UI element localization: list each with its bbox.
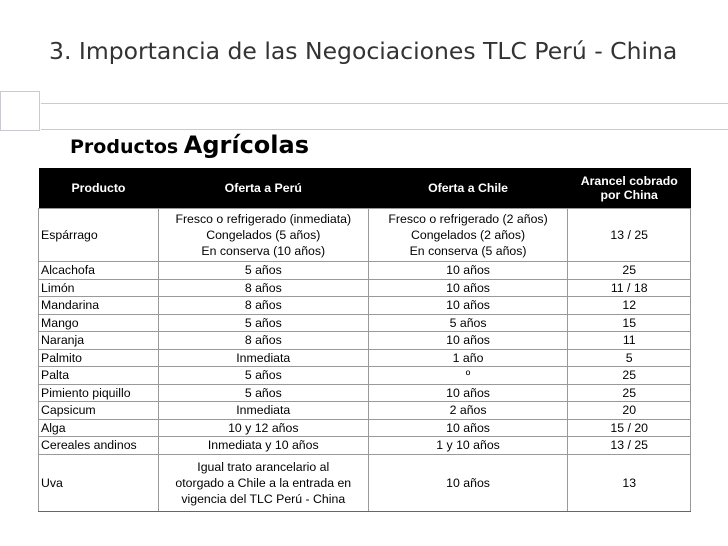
cell-oferta-chile (368, 314, 568, 332)
cell-oferta-peru-line: En conserva (10 años) (201, 244, 326, 258)
cell-oferta-peru-line: 8 años (244, 298, 282, 313)
section-subtitle (70, 131, 309, 159)
cell-oferta-peru-line: 8 años (244, 333, 282, 348)
cell-oferta-chile-line: º (465, 368, 471, 383)
subtitle-part2: Agrícolas (183, 131, 310, 159)
products-table (38, 168, 691, 512)
table-row (39, 279, 691, 297)
cell-oferta-peru (158, 454, 368, 511)
table-row (39, 454, 691, 511)
cell-oferta-chile (368, 297, 568, 315)
cell-oferta-peru-line: 10 y 12 años (228, 420, 299, 435)
cell-oferta-peru (158, 279, 368, 297)
cell-oferta-peru (158, 314, 368, 332)
decorative-line-top (41, 103, 728, 104)
cell-oferta-peru-line: Congelados (5 años) (206, 228, 321, 242)
cell-oferta-chile (368, 454, 568, 511)
table-row (39, 209, 691, 262)
cell-oferta-peru-line: Fresco o refrigerado (inmediata) (175, 212, 352, 226)
table-row (39, 332, 691, 350)
table-row (39, 419, 691, 437)
cell-oferta-peru-line: otorgado a Chile a la entrada en (175, 475, 352, 490)
cell-oferta-chile-line: 10 años (446, 420, 490, 435)
slide-title: 3. Importancia de las Negociaciones TLC Perú - China (49, 37, 678, 65)
decorative-square (0, 91, 40, 131)
cell-oferta-chile-line: 1 y 10 años (436, 438, 500, 453)
cell-arancel: 5 (568, 349, 691, 367)
cell-producto: Mandarina (39, 297, 159, 315)
cell-oferta-peru-line: 5 años (244, 368, 282, 383)
cell-oferta-peru (158, 384, 368, 402)
cell-arancel: 15 (568, 314, 691, 332)
cell-oferta-chile (368, 367, 568, 385)
cell-oferta-peru (158, 419, 368, 437)
cell-arancel: 25 (568, 367, 691, 385)
cell-arancel: 15 / 20 (568, 419, 691, 437)
cell-oferta-peru-line: vigencia del TLC Perú - China (181, 491, 346, 506)
cell-oferta-chile-line: 10 años (446, 333, 490, 348)
header-oferta-chile: Oferta a Chile (368, 168, 568, 209)
header-arancel: Arancel cobrado por China (568, 168, 691, 209)
table-row (39, 402, 691, 420)
cell-oferta-chile-line: Congelados (2 años) (410, 228, 526, 242)
cell-oferta-peru-line: Inmediata (236, 403, 291, 418)
cell-arancel: 13 / 25 (568, 437, 691, 455)
cell-oferta-chile (368, 419, 568, 437)
cell-oferta-peru (158, 402, 368, 420)
cell-arancel: 13 (568, 454, 691, 511)
cell-oferta-chile (368, 349, 568, 367)
cell-producto: Palta (39, 367, 159, 385)
cell-oferta-chile-line: 10 años (446, 475, 490, 490)
cell-producto: Espárrago (39, 209, 159, 262)
cell-oferta-chile-line: 10 años (446, 280, 490, 295)
cell-arancel: 25 (568, 384, 691, 402)
cell-oferta-chile-line: 1 año (452, 350, 484, 365)
cell-oferta-chile (368, 262, 568, 280)
cell-producto: Pimiento piquillo (39, 384, 159, 402)
header-oferta-peru: Oferta a Perú (158, 168, 368, 209)
cell-oferta-chile (368, 402, 568, 420)
table-row (39, 262, 691, 280)
cell-oferta-peru-line: Igual trato arancelario al (197, 459, 330, 474)
table-row (39, 349, 691, 367)
cell-arancel: 13 / 25 (568, 209, 691, 262)
cell-arancel: 11 / 18 (568, 279, 691, 297)
cell-producto: Uva (39, 454, 159, 511)
cell-oferta-peru-line: 5 años (244, 315, 282, 330)
cell-producto: Palmito (39, 349, 159, 367)
cell-oferta-peru (158, 367, 368, 385)
cell-oferta-peru-line: 8 años (244, 280, 282, 295)
table-row (39, 297, 691, 315)
cell-oferta-chile-line: Fresco o refrigerado (2 años) (388, 212, 548, 226)
cell-arancel: 25 (568, 262, 691, 280)
table-header-row (39, 168, 691, 209)
cell-producto: Naranja (39, 332, 159, 350)
cell-oferta-peru-line: 5 años (244, 385, 282, 400)
cell-oferta-peru (158, 437, 368, 455)
cell-oferta-chile (368, 209, 568, 262)
cell-oferta-chile-line: 10 años (446, 263, 490, 278)
table-row (39, 384, 691, 402)
header-producto: Producto (39, 168, 159, 209)
cell-producto: Mango (39, 314, 159, 332)
cell-oferta-chile-line: 10 años (446, 385, 490, 400)
cell-producto: Capsicum (39, 402, 159, 420)
cell-arancel: 11 (568, 332, 691, 350)
cell-oferta-chile (368, 384, 568, 402)
cell-oferta-chile (368, 332, 568, 350)
cell-oferta-chile-line: 5 años (449, 315, 487, 330)
table-row (39, 314, 691, 332)
decorative-line-bottom (41, 129, 728, 130)
cell-oferta-peru (158, 332, 368, 350)
cell-producto: Limón (39, 279, 159, 297)
table-body (39, 209, 691, 512)
cell-oferta-chile-line: 10 años (446, 298, 490, 313)
cell-oferta-chile (368, 437, 568, 455)
cell-oferta-peru (158, 349, 368, 367)
cell-oferta-chile (368, 279, 568, 297)
cell-arancel: 12 (568, 297, 691, 315)
table-row (39, 367, 691, 385)
cell-oferta-chile-line: 2 años (449, 403, 487, 418)
subtitle-part1: Productos (70, 136, 179, 158)
cell-oferta-peru (158, 262, 368, 280)
cell-oferta-peru-line: Inmediata (236, 350, 291, 365)
cell-oferta-peru (158, 209, 368, 262)
cell-producto: Alcachofa (39, 262, 159, 280)
cell-producto: Alga (39, 419, 159, 437)
cell-oferta-peru (158, 297, 368, 315)
cell-oferta-peru-line: Inmediata y 10 años (207, 438, 319, 453)
cell-arancel: 20 (568, 402, 691, 420)
cell-oferta-peru-line: 5 años (244, 263, 282, 278)
cell-oferta-chile-line: En conserva (5 años) (409, 244, 527, 258)
cell-producto: Cereales andinos (39, 437, 159, 455)
table-row (39, 437, 691, 455)
